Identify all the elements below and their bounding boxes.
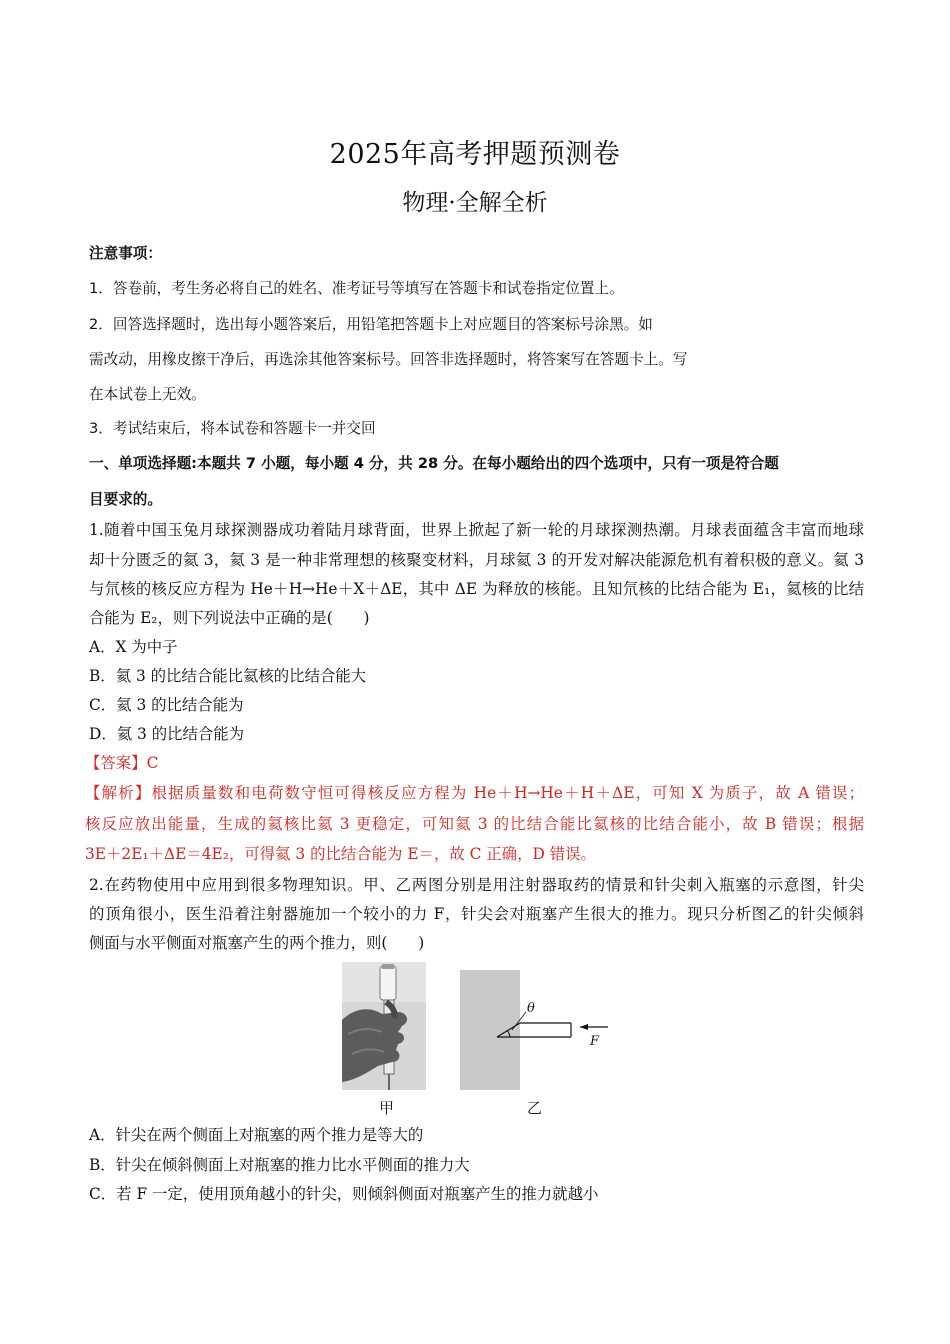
notice-item-1: 1．答卷前，考生务必将自己的姓名、准考证号等填写在答题卡和试卷指定位置上。 bbox=[89, 280, 624, 297]
stopper-block bbox=[460, 970, 520, 1090]
q1-option-c: C．氦 3 的比结合能为 bbox=[89, 696, 244, 714]
notice-heading: 注意事项： bbox=[89, 245, 162, 262]
q2-option-c: C．若 F 一定，使用顶角越小的针尖，则倾斜侧面对瓶塞产生的推力就越小 bbox=[89, 1185, 599, 1203]
q2-stem-line-3: 侧面与水平侧面对瓶塞产生的两个推力，则( ) bbox=[89, 934, 425, 952]
q1-option-d: D．氦 3 的比结合能为 bbox=[89, 725, 245, 743]
needle-diagram bbox=[460, 970, 620, 1092]
q1-analysis-line-2: 核反应放出能量，生成的氦核比氦 3 更稳定，可知氦 3 的比结合能比氦核的比结合能小，故 B 错误；根据 bbox=[85, 815, 864, 833]
answer-value: C bbox=[146, 754, 159, 772]
page-subtitle: 物理·全解全析 bbox=[402, 190, 548, 216]
syringe-photo bbox=[342, 962, 426, 1090]
q2-stem-line-2: 的顶角很小，医生沿着注射器施加一个较小的力 F，针尖会对瓶塞产生很大的推力。现只分析图乙的针尖倾斜 bbox=[89, 905, 864, 923]
section-heading-line-2: 目要求的。 bbox=[89, 491, 162, 508]
q1-stem-line-2: 却十分匮乏的氦 3，氦 3 是一种非常理想的核聚变材料，月球氦 3 的开发对解决能源危机有着积极的意义。氦 3 bbox=[89, 551, 864, 569]
q2-option-b: B．针尖在倾斜侧面上对瓶塞的推力比水平侧面的推力大 bbox=[89, 1156, 470, 1174]
analysis-tag: 【解析】 bbox=[85, 784, 152, 802]
force-label: F bbox=[590, 1034, 600, 1049]
q2-stem-line-1: 2.在药物使用中应用到很多物理知识。甲、乙两图分别是用注射器取药的情景和针尖刺入瓶塞的示意图，针尖 bbox=[89, 876, 864, 894]
figure-caption-jia: 甲 bbox=[379, 1099, 395, 1117]
section-heading-line-1: 一、单项选择题:本题共 7 小题，每小题 4 分，共 28 分。在每小题给出的四个选项中，只有一项是符合题 bbox=[89, 455, 779, 472]
notice-item-3: 3．考试结束后，将本试卷和答题卡一并交回 bbox=[89, 420, 376, 437]
notice-item-2-line-1: 2．回答选择题时，选出每小题答案后，用铅笔把答题卡上对应题目的答案标号涂黑。如 bbox=[89, 316, 653, 333]
notice-item-2-line-3: 在本试卷上无效。 bbox=[89, 386, 206, 403]
q2-option-a: A．针尖在两个侧面上对瓶塞的两个推力是等大的 bbox=[89, 1126, 424, 1144]
q1-stem-line-4: 合能为 E₂，则下列说法中正确的是( ) bbox=[89, 609, 370, 627]
q1-stem-line-1: 1.随着中国玉兔月球探测器成功着陆月球背面，世界上掀起了新一轮的月球探测热潮。月球表面蕴含丰富而地球 bbox=[89, 521, 864, 539]
q1-option-b: B．氦 3 的比结合能比氦核的比结合能大 bbox=[89, 667, 367, 685]
q1-stem-line-3: 与氘核的核反应方程为 He＋H→He＋X＋ΔE，其中 ΔE 为释放的核能。且知氘核的比结合能为 E₁，氦核的比结 bbox=[89, 580, 864, 598]
answer-tag: 【答案】 bbox=[85, 754, 147, 772]
q1-answer bbox=[85, 752, 860, 774]
q1-analysis-line-3: 3E＋2E₁＋ΔE＝4E₂，可得氦 3 的比结合能为 E＝，故 C 正确，D 错误。 bbox=[85, 845, 596, 863]
notice-item-2-line-2: 需改动，用橡皮擦干净后，再选涂其他答案标号。回答非选择题时，将答案写在答题卡上。写 bbox=[89, 351, 688, 368]
theta-label: θ bbox=[527, 1001, 535, 1016]
q1-analysis-line-1 bbox=[85, 782, 864, 804]
q1-option-a: A．X 为中子 bbox=[89, 638, 178, 656]
page-title: 2025年高考押题预测卷 bbox=[329, 139, 621, 170]
analysis-text-1: 根据质量数和电荷数守恒可得核反应方程为 He＋H→He＋H＋ΔE，可知 X 为质子，故 A 错误； bbox=[151, 784, 864, 802]
figure-caption-yi: 乙 bbox=[527, 1099, 543, 1117]
